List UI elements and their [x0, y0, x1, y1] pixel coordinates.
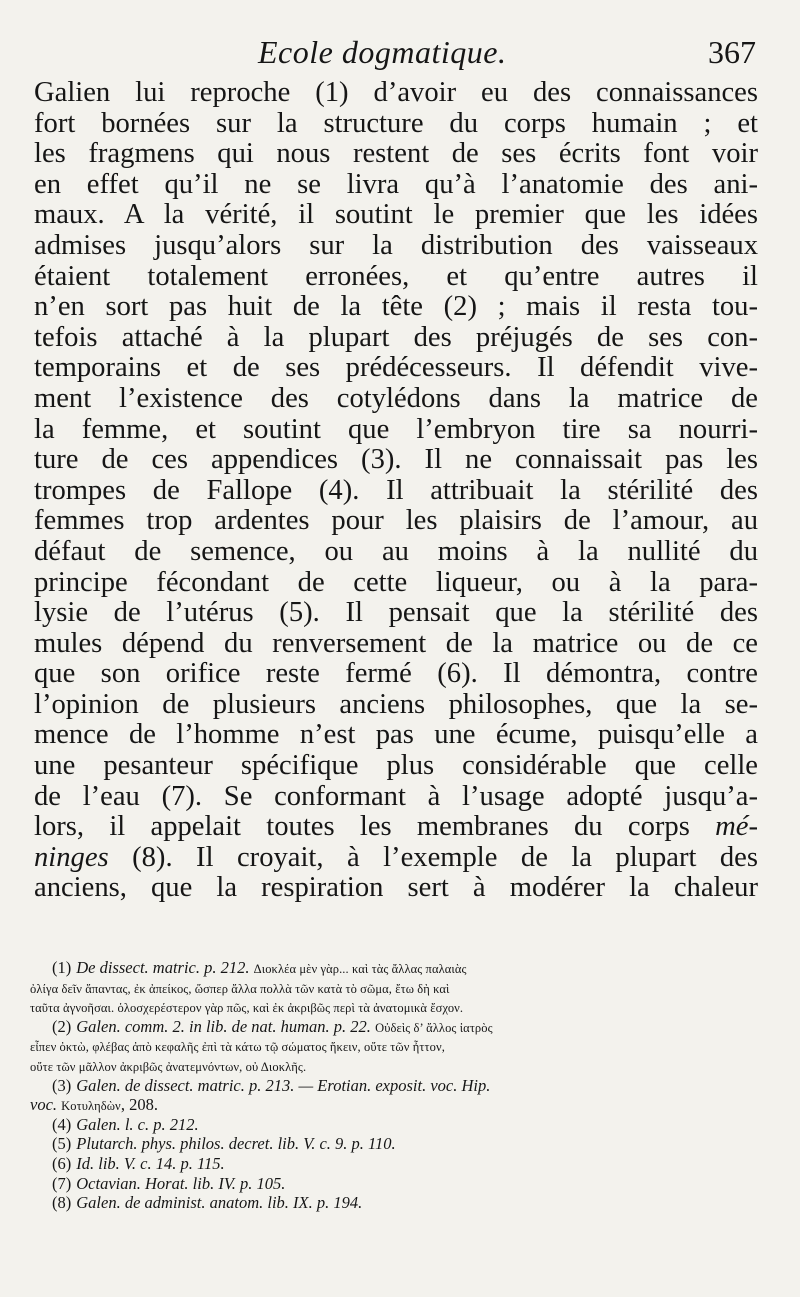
text-line: mence de l’homme n’est pas une écume, puisqu’elle a	[34, 719, 758, 751]
footnote-4	[52, 1115, 764, 1135]
text-segment: (8). Il croyait, à l’exemple de la plupart des	[108, 841, 758, 873]
footnote-ref: (5)	[52, 1134, 72, 1154]
footnote-citation: voc.	[30, 1095, 58, 1115]
text-line: les fragmens qui nous restent de ses écrits font voir	[34, 138, 758, 170]
footnote-3-continued	[30, 1095, 764, 1115]
running-head: Ecole dogmatique.	[258, 34, 507, 70]
footnote-8	[52, 1193, 764, 1213]
text-line: la femme, et soutint que l’embryon tire sa nourri-	[34, 413, 758, 445]
footnote-greek: Κοτυληδὼν	[61, 1099, 121, 1114]
footnote-greek: Οὐδεὶς δ’ ἄλλος ἰατρὸς	[375, 1020, 493, 1035]
footnote-5	[52, 1134, 764, 1154]
footnotes	[30, 958, 764, 1213]
footnote-6	[52, 1154, 764, 1174]
footnote-greek: ταῦτα ἀγνοῆσαι. ὁλοσχερέστερον γὰρ πῶς, καὶ ἐκ ἀκριβῶς περὶ τὰ ἀνατομικὰ ἔσχον.	[30, 1001, 464, 1016]
footnote-greek: οὔτε τῶν μᾶλλον ἀκριβῶς ἀνατεμνόντων, οὐ Διοκλῆς.	[30, 1059, 307, 1074]
footnote-ref: (8)	[52, 1193, 72, 1213]
footnote-7	[52, 1174, 764, 1194]
text-line: anciens, que la respiration sert à modérer la chaleur	[34, 872, 758, 904]
footnote-citation: Id. lib. V. c. 14. p. 115.	[76, 1153, 225, 1173]
text-line: tefois attaché à la plupart des préjugés de ses con-	[34, 321, 758, 353]
footnote-ref: (1)	[52, 958, 72, 977]
text-line: Galien lui reproche (1) d’avoir eu des connaissances	[34, 77, 758, 108]
footnote-ref: (6)	[52, 1153, 72, 1173]
italic-word: ninges	[34, 841, 109, 873]
italic-word: mé-	[715, 811, 759, 843]
main-text	[34, 78, 758, 904]
text-line: l’opinion de plusieurs anciens philosophes, que la se-	[34, 688, 758, 720]
text-line: temporains et de ses prédécesseurs. Il défendit vive-	[34, 352, 758, 384]
footnote-citation: Galen. l. c. p. 212.	[76, 1114, 199, 1134]
text-line: lysie de l’utérus (5). Il pensait que la stérilité des	[34, 597, 758, 629]
footnote-citation: Galen. de administ. anatom. lib. IX. p. 194.	[76, 1193, 363, 1213]
footnote-citation: De dissect. matric. p. 212.	[76, 958, 250, 977]
text-line: défaut de semence, ou au moins à la nullité du	[34, 535, 758, 567]
text-line: trompes de Fallope (4). Il attribuait la stérilité des	[34, 474, 758, 506]
footnote-citation: Plutarch. phys. philos. decret. lib. V. c. 9. p. 110.	[76, 1134, 396, 1154]
text-line: n’en sort pas huit de la tête (2) ; mais il resta tou-	[34, 291, 758, 323]
footnote-2	[52, 1017, 764, 1037]
footnote-ref: (3)	[52, 1075, 72, 1095]
text-line: admises jusqu’alors sur la distribution des vaisseaux	[34, 229, 758, 261]
text-segment: lors, il appelait toutes les membranes du corps	[34, 811, 690, 843]
text-line: une pesanteur spécifique plus considérable que celle	[34, 750, 758, 782]
text-line: fort bornées sur la structure du corps humain ; et	[34, 107, 758, 139]
footnote-page: , 208.	[120, 1095, 158, 1115]
footnote-ref: (4)	[52, 1114, 72, 1134]
footnote-greek: ὀλίγα δεῖν ἅπαντας, ἐκ ἀπείκος, ὥσπερ ἄλλα πολλὰ τῶν κατὰ τὸ σῶμα, ἔτω δὴ καὶ	[30, 981, 450, 996]
footnote-greek: Διοκλέα μὲν γὰρ... καὶ τὰς ἄλλας παλαιὰς	[253, 962, 467, 976]
footnote-1-continued	[30, 978, 764, 998]
footnote-citation: Galen. comm. 2. in lib. de nat. human. p. 22.	[76, 1016, 371, 1036]
text-line: mules dépend du renversement de la matrice ou de ce	[34, 627, 758, 659]
text-line: principe fécondant de cette liqueur, ou à la para-	[34, 566, 758, 598]
text-line: femmes trop ardentes pour les plaisirs de l’amour, au	[34, 505, 758, 537]
footnote-ref: (2)	[52, 1016, 72, 1036]
footnote-2-continued	[30, 1036, 764, 1056]
footnote-ref: (7)	[52, 1173, 72, 1193]
page-number: 367	[708, 34, 756, 70]
footnote-1-continued	[30, 997, 764, 1017]
page-header	[36, 34, 758, 78]
text-line: de l’eau (7). Se conformant à l’usage adopté jusqu’a-	[34, 780, 758, 812]
footnote-3	[52, 1076, 764, 1096]
footnote-greek: εἶπεν ὀκτὼ, φλέβας ἀπὸ κεφαλῆς ἐπὶ τὰ κάτω τῷ σώματος ἥκειν, οὔτε τῶν ἦττον,	[30, 1040, 445, 1055]
text-line-with-italic	[34, 812, 758, 843]
text-line: étaient totalement erronées, et qu’entre autres il	[34, 260, 758, 292]
footnote-citation: Galen. de dissect. matric. p. 213. — Erotian. exposit. voc. Hip.	[76, 1075, 491, 1095]
footnote-citation: Octavian. Horat. lib. IV. p. 105.	[76, 1173, 286, 1193]
footnote-1	[52, 958, 764, 978]
footnote-2-continued	[30, 1056, 764, 1076]
text-line-with-italic	[34, 843, 758, 874]
text-line: maux. A la vérité, il soutint le premier que les idées	[34, 199, 758, 231]
text-line: ment l’existence des cotylédons dans la matrice de	[34, 382, 758, 414]
text-line: ture de ces appendices (3). Il ne connaissait pas les	[34, 444, 758, 476]
text-line: que son orifice reste fermé (6). Il démontra, contre	[34, 658, 758, 690]
text-line: en effet qu’il ne se livra qu’à l’anatomie des ani-	[34, 168, 758, 200]
